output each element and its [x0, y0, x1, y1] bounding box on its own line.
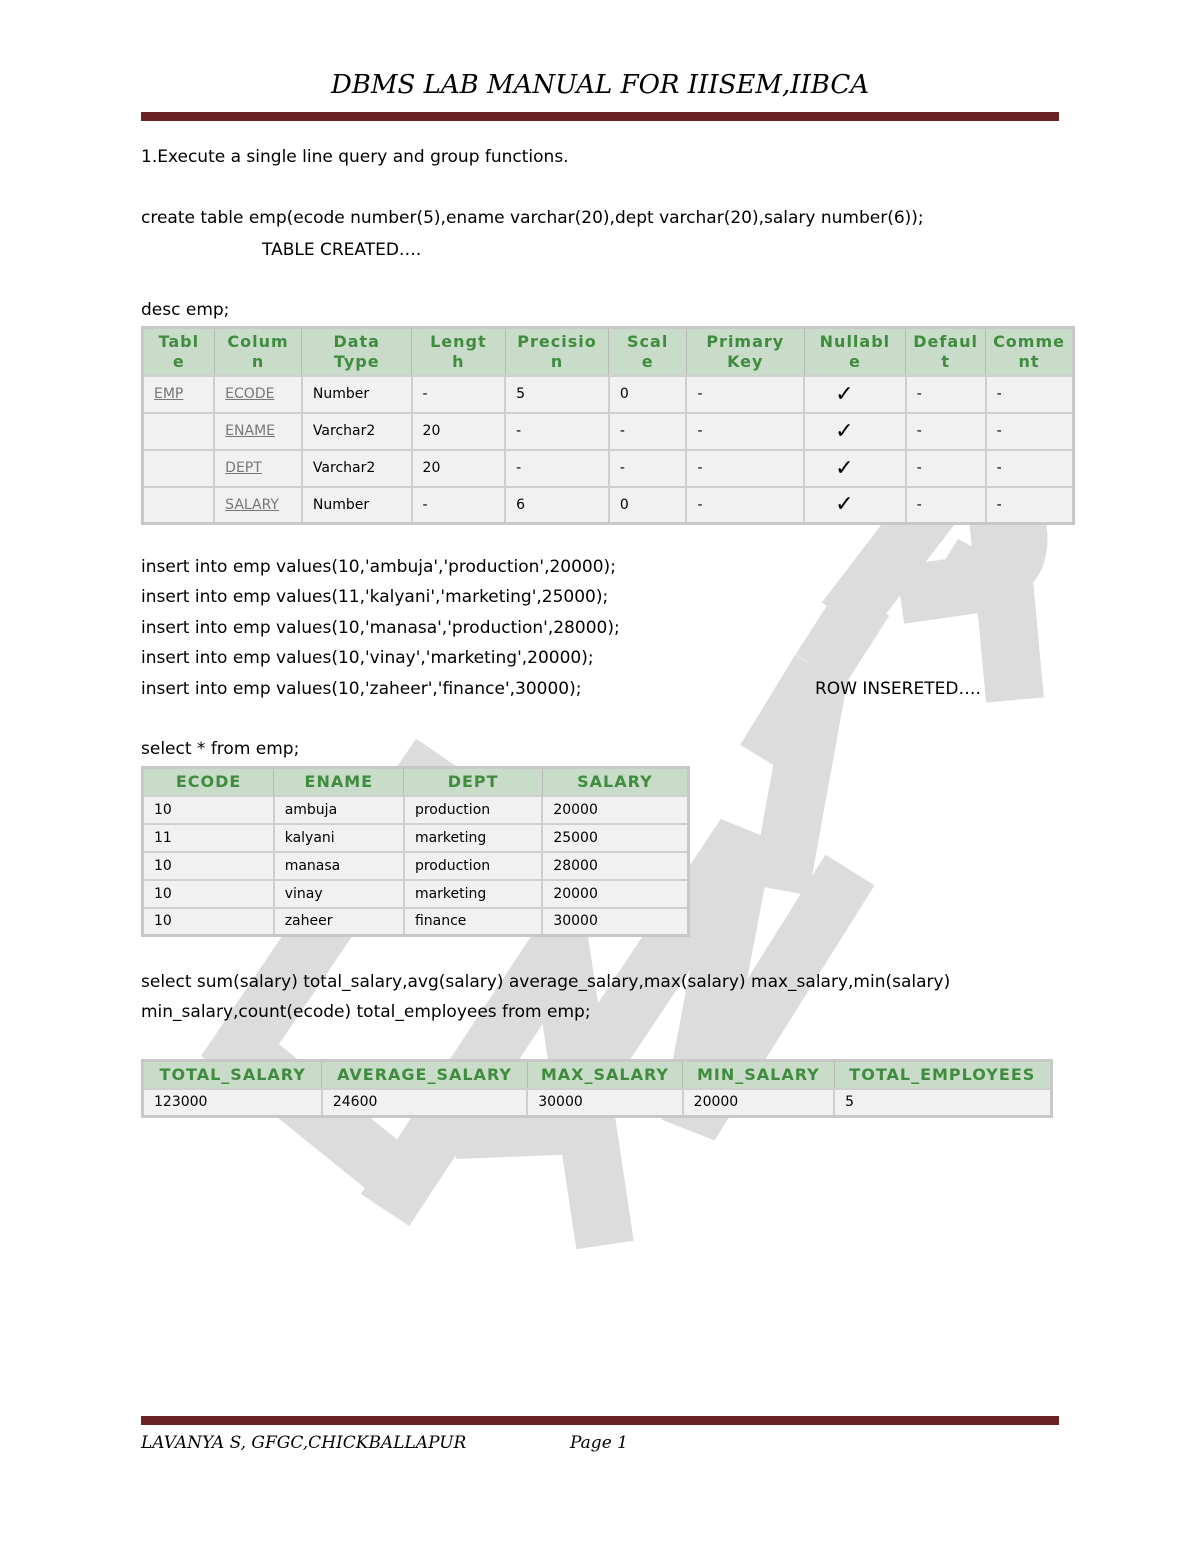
select-statement: select * from emp;	[141, 739, 300, 759]
insert-statement-3: insert into emp values(10,'manasa','production',28000);	[141, 618, 620, 638]
check-icon: ✓	[835, 418, 854, 444]
desc-table-header-text: Data	[333, 331, 380, 351]
desc-table-cell	[143, 487, 215, 524]
aggregate-table-header-row	[143, 1061, 1052, 1089]
desc-table-cell: -	[686, 413, 804, 450]
desc-table-header-text: n	[251, 351, 265, 371]
aggregate-table-header-cell: TOTAL_EMPLOYEES	[834, 1061, 1051, 1089]
emp-table-cell: production	[404, 852, 542, 880]
check-icon: ✓	[835, 381, 854, 407]
aggregate-table-cell: 30000	[527, 1089, 682, 1117]
desc-table-header-cell	[412, 328, 506, 376]
emp-table-cell: 28000	[542, 852, 688, 880]
desc-table-cell: ENAME	[214, 413, 302, 450]
aggregate-table-cell: 24600	[322, 1089, 527, 1117]
desc-table-cell: -	[686, 376, 804, 413]
emp-table-header-cell: ECODE	[143, 768, 274, 796]
desc-table-cell: 20	[412, 450, 506, 487]
footer-rule	[141, 1416, 1059, 1425]
emp-table-cell: 10	[143, 796, 274, 824]
desc-table-cell: -	[609, 450, 687, 487]
desc-table-header-text: nt	[1018, 351, 1040, 371]
emp-table-row	[143, 796, 689, 824]
emp-table-cell: 25000	[542, 824, 688, 852]
desc-table	[141, 326, 1075, 525]
emp-table-row	[143, 852, 689, 880]
aggregate-statement-line2: min_salary,count(ecode) total_employees from emp;	[141, 1002, 591, 1022]
emp-table-cell: 10	[143, 852, 274, 880]
desc-table-header-text: Defaul	[913, 331, 979, 351]
section-heading: 1.Execute a single line query and group functions.	[141, 147, 569, 167]
desc-table-header-text: Lengt	[430, 331, 487, 351]
aggregate-table-cell: 20000	[683, 1089, 834, 1117]
desc-table-cell: 0	[609, 376, 687, 413]
desc-table-cell	[804, 413, 906, 450]
emp-table-header-row	[143, 768, 689, 796]
desc-table-cell: SALARY	[214, 487, 302, 524]
emp-table	[141, 766, 690, 937]
aggregate-table-row	[143, 1089, 1052, 1117]
desc-table-header-cell	[686, 328, 804, 376]
desc-table-cell: -	[986, 376, 1074, 413]
desc-table-cell: 5	[505, 376, 609, 413]
desc-table-cell: -	[686, 487, 804, 524]
emp-table-cell: ambuja	[274, 796, 404, 824]
desc-table-cell: -	[906, 487, 986, 524]
desc-table-cell: Varchar2	[302, 450, 412, 487]
emp-table-row	[143, 880, 689, 908]
desc-table-cell: -	[505, 450, 609, 487]
emp-table-row	[143, 908, 689, 936]
desc-table-header-text: Type	[333, 351, 380, 371]
desc-table-cell: -	[906, 376, 986, 413]
desc-table-header-text: Nullabl	[819, 331, 891, 351]
desc-table-cell: -	[986, 450, 1074, 487]
desc-table-cell: -	[609, 413, 687, 450]
header-rule	[141, 112, 1059, 121]
insert-statement-2: insert into emp values(11,'kalyani','marketing',25000);	[141, 587, 609, 607]
desc-table-header-text: t	[941, 351, 950, 371]
desc-table-header-text: Tabl	[158, 331, 200, 351]
emp-table-cell: vinay	[274, 880, 404, 908]
desc-table-cell: 6	[505, 487, 609, 524]
desc-table-header-text: Comme	[993, 331, 1065, 351]
desc-table-cell: 0	[609, 487, 687, 524]
page-header-title: DBMS LAB MANUAL FOR IIISEM,IIBCA	[330, 70, 870, 100]
emp-table-cell: kalyani	[274, 824, 404, 852]
aggregate-table-header-cell: MIN_SALARY	[683, 1061, 834, 1089]
desc-table-header-cell	[986, 328, 1074, 376]
desc-table-cell: -	[412, 376, 506, 413]
desc-table-header-text: Precisio	[517, 331, 597, 351]
desc-table-header-text: e	[641, 351, 654, 371]
emp-table-row	[143, 824, 689, 852]
emp-table-cell: production	[404, 796, 542, 824]
desc-table-cell: EMP	[143, 376, 215, 413]
desc-table-cell: Number	[302, 487, 412, 524]
check-icon: ✓	[835, 455, 854, 481]
footer-author: LAVANYA S, GFGC,CHICKBALLAPUR	[141, 1433, 467, 1453]
emp-table-cell: 20000	[542, 880, 688, 908]
desc-table-header-cell	[214, 328, 302, 376]
insert-statement-5: insert into emp values(10,'zaheer','finance',30000);	[141, 679, 582, 699]
emp-table-cell: zaheer	[274, 908, 404, 936]
desc-table-cell: -	[505, 413, 609, 450]
desc-table-header-cell	[302, 328, 412, 376]
aggregate-table-header-cell: MAX_SALARY	[527, 1061, 682, 1089]
emp-table-header-cell: SALARY	[542, 768, 688, 796]
desc-table-cell: ECODE	[214, 376, 302, 413]
desc-table-cell	[804, 487, 906, 524]
desc-table-cell	[143, 450, 215, 487]
aggregate-table-cell: 123000	[143, 1089, 322, 1117]
desc-table-header-cell	[505, 328, 609, 376]
check-icon: ✓	[835, 492, 854, 518]
footer-page-number: Page 1	[570, 1433, 628, 1453]
desc-table-header-cell	[906, 328, 986, 376]
aggregate-table-header-cell: AVERAGE_SALARY	[322, 1061, 527, 1089]
create-result: TABLE CREATED….	[262, 240, 422, 260]
emp-table-cell: marketing	[404, 824, 542, 852]
emp-table-cell: 10	[143, 880, 274, 908]
desc-table-cell: -	[686, 450, 804, 487]
desc-table-header-text: Colum	[227, 331, 289, 351]
desc-table-header-text: n	[550, 351, 564, 371]
desc-table-header-cell	[143, 328, 215, 376]
insert-statement-4: insert into emp values(10,'vinay','marketing',20000);	[141, 648, 594, 668]
desc-table-cell: -	[906, 450, 986, 487]
desc-table-header-cell	[804, 328, 906, 376]
insert-result: ROW INSERETED….	[815, 679, 981, 699]
emp-table-header-cell: ENAME	[274, 768, 404, 796]
emp-table-cell: 30000	[542, 908, 688, 936]
desc-table-cell	[804, 376, 906, 413]
desc-table-row	[143, 413, 1074, 450]
desc-table-header-text: h	[452, 351, 465, 371]
emp-table-cell: manasa	[274, 852, 404, 880]
desc-table-row	[143, 487, 1074, 524]
desc-table-header-cell	[609, 328, 687, 376]
emp-table-cell: 10	[143, 908, 274, 936]
emp-table-cell: 20000	[542, 796, 688, 824]
aggregate-table-header-cell: TOTAL_SALARY	[143, 1061, 322, 1089]
desc-table-cell: 20	[412, 413, 506, 450]
emp-table-cell: marketing	[404, 880, 542, 908]
emp-table-header-cell: DEPT	[404, 768, 542, 796]
desc-table-header-text: e	[848, 351, 861, 371]
aggregate-table-cell: 5	[834, 1089, 1051, 1117]
desc-table-cell: -	[906, 413, 986, 450]
desc-table-cell: Number	[302, 376, 412, 413]
desc-table-cell: Varchar2	[302, 413, 412, 450]
emp-table-cell: finance	[404, 908, 542, 936]
desc-table-cell: -	[986, 413, 1074, 450]
desc-table-header-text: Primary	[706, 331, 785, 351]
desc-table-cell	[804, 450, 906, 487]
desc-table-cell: -	[986, 487, 1074, 524]
desc-table-row	[143, 376, 1074, 413]
desc-table-header-text: Key	[727, 351, 764, 371]
create-statement: create table emp(ecode number(5),ename varchar(20),dept varchar(20),salary number(6));	[141, 208, 924, 228]
desc-table-cell	[143, 413, 215, 450]
aggregate-table	[141, 1059, 1053, 1118]
desc-table-header-row	[143, 328, 1074, 376]
insert-statement-1: insert into emp values(10,'ambuja','production',20000);	[141, 557, 616, 577]
aggregate-statement-line1: select sum(salary) total_salary,avg(salary) average_salary,max(salary) max_salary,min(salary)	[141, 972, 951, 992]
desc-table-row	[143, 450, 1074, 487]
desc-table-header-text: Scal	[627, 331, 669, 351]
desc-table-cell: DEPT	[214, 450, 302, 487]
emp-table-cell: 11	[143, 824, 274, 852]
desc-statement: desc emp;	[141, 300, 230, 320]
desc-table-cell: -	[412, 487, 506, 524]
desc-table-header-text: e	[172, 351, 185, 371]
